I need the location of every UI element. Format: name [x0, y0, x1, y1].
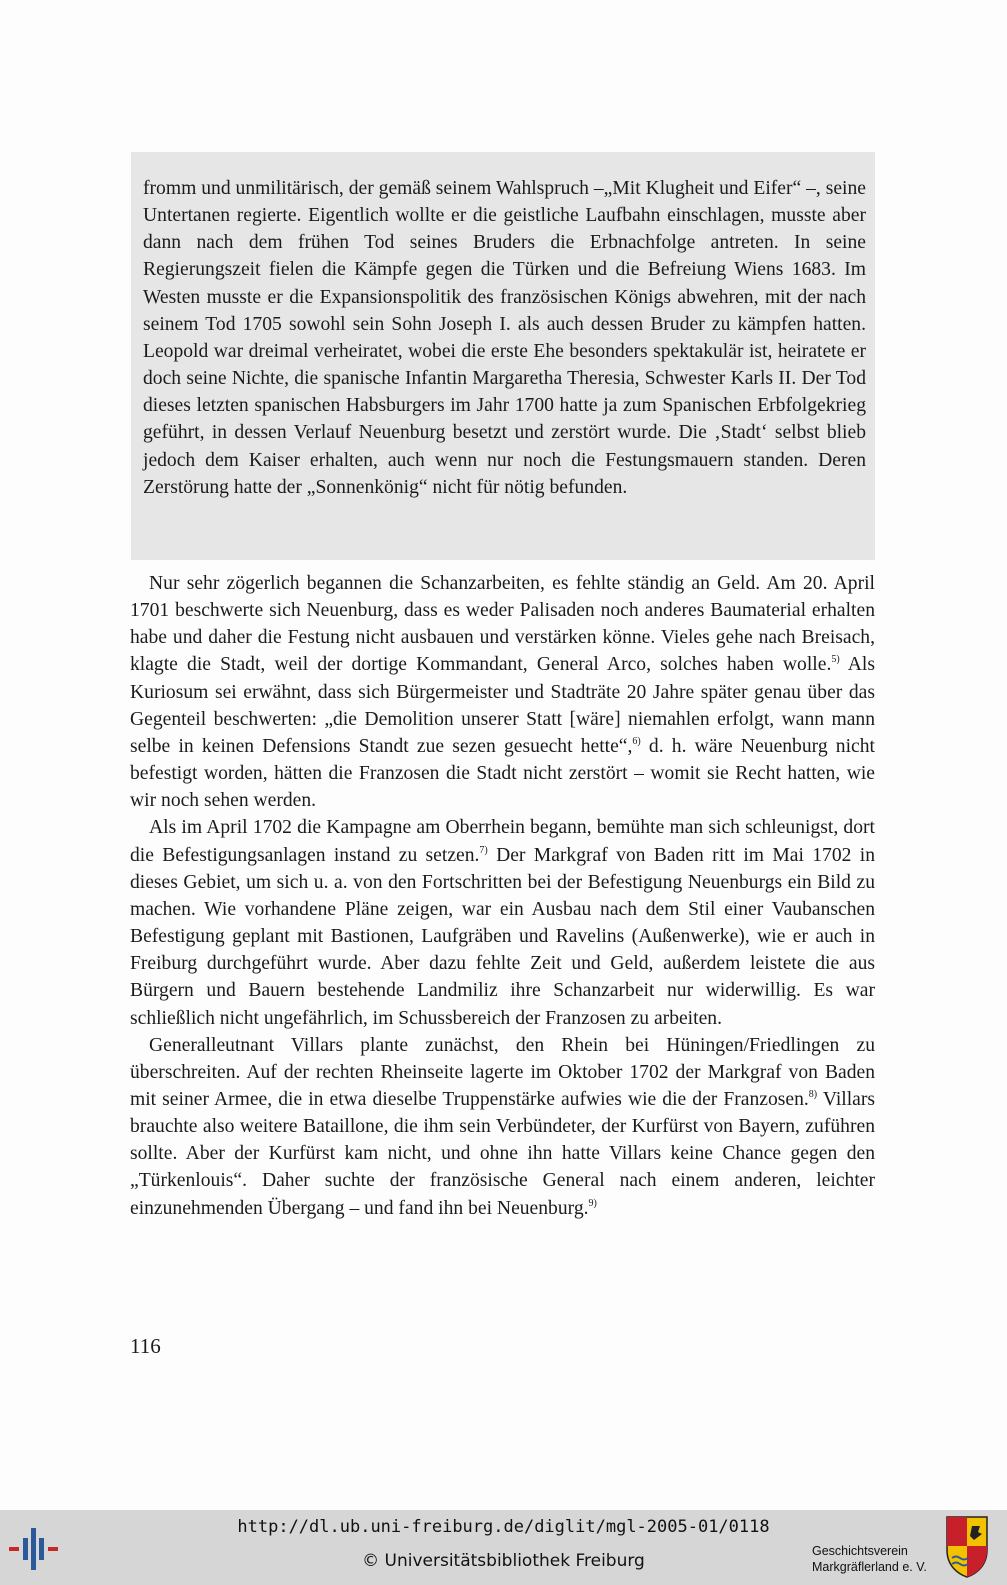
- society-line-1: Geschichtsverein: [812, 1544, 908, 1558]
- society-line-2: Markgräflerland e. V.: [812, 1560, 927, 1574]
- paragraph-3: Generalleutnant Villars plante zunächst, den Rhein bei Hüningen/Friedlingen zu überschreiten. Auf der rechten Rheinseite lagerte im Oktober 1702 der Markgraf von Baden mit seiner Armee, die in etwa dieselbe Truppenstärke aufwies wie die der Franzosen.$^{8)}$ Villars brauchte also weitere Bataillone, die ihm sein Verbündeter, der Kurfürst von Bayern, zuführen sollte. Aber der Kurfürst kam nicht, und ohne ihn hatte Villars keine Chance gegen den „Türkenlouis“. Daher suchte der französische General nach einem anderen, leichter einzunehmenden Übergang – und fand ihn bei Neuenburg.$^{9)}$: [130, 1034, 875, 1219]
- footnote-ref: 6): [632, 735, 641, 747]
- footer-bar: [0, 1510, 1007, 1585]
- footer-url-link[interactable]: http://dl.ub.uni-freiburg.de/diglit/mgl-2005-01/0118: [237, 1517, 770, 1537]
- main-text: [130, 570, 875, 1222]
- paragraph-1: Nur sehr zögerlich begannen die Schanzarbeiten, es fehlte ständig an Geld. Am 20. April 1701 beschwerte sich Neuenburg, dass es weder Palisaden noch anderes Baumaterial erhalten habe und daher die Festung nicht ausbauen und verstärken könne. Vieles gehe nach Breisach, klagte die Stadt, weil der dortige Kommandant, General Arco, solches haben wolle.$^{5)}$ Als Kuriosum sei erwähnt, dass sich Bürgermeister und Stadträte 20 Jahre später genau über das Gegenteil beschwerten: „die Demolition unserer Statt [wäre] niemahlen erfolgt, wann mann selbe in keinen Defensions Standt zue sezen gesuecht hette“,$^{6)}$ d. h. wäre Neuenburg nicht befestigt worden, hätten die Franzosen die Stadt nicht zerstört – womit sie Recht hatten, wie wir noch sehen werden.: [130, 573, 875, 812]
- page-number: 116: [130, 1334, 161, 1358]
- coat-of-arms-icon: [946, 1516, 988, 1578]
- footnote-ref: 7): [479, 844, 488, 856]
- footer-copyright: © Universitätsbibliothek Freiburg: [362, 1551, 645, 1571]
- society-name: [812, 1543, 927, 1575]
- paragraph-2: Als im April 1702 die Kampagne am Oberrhein begann, bemühte man sich schleunigst, dort die Befestigungsanlagen instand zu setzen.$^{7)}$ Der Markgraf von Baden ritt im Mai 1702 in dieses Gebiet, um sich u. a. von den Fortschritten bei der Befestigung Neuenburgs ein Bild zu machen. Wie vorhandene Pläne zeigen, war ein Ausbau nach dem Stil einer Vaubanschen Befestigung geplant mit Bastionen, Laufgräben und Ravelins (Außenwerke), wie er auch in Freiburg durchgeführt wurde. Aber dazu fehlte Zeit und Geld, außerdem leistete die aus Bürgern und Bauern bestehende Landmiliz ihre Schanzarbeit nur widerwillig. Es war schließlich nicht ungefährlich, im Schussbereich der Franzosen zu arbeiten.: [130, 817, 876, 1029]
- footnote-ref: 5): [831, 654, 840, 666]
- info-box-text: [143, 175, 866, 501]
- footnote-ref: 9): [588, 1197, 597, 1209]
- info-box-paragraph: fromm und unmilitärisch, der gemäß seinem Wahlspruch –„Mit Klugheit und Eifer“ –, seine Untertanen regierte. Eigentlich wollte er die geistliche Laufbahn einschlagen, musste aber dann nach dem frühen Tod seines Bruders die Erbnachfolge antreten. In seine Regierungszeit fielen die Kämpfe gegen die Türken und die Befreiung Wiens 1683. Im Westen musste er die Expansionspolitik des französischen Königs abwehren, mit der nach seinem Tod 1705 sowohl sein Sohn Joseph I. als auch dessen Bruder zu kämpfen hatten. Leopold war dreimal verheiratet, wobei die erste Ehe besonders spektakulär ist, heiratete er doch seine Nichte, die spanische Infantin Margaretha Theresia, Schwester Karls II. Der Tod dieses letzten spanischen Habsburgers im Jahr 1700 hatte ja zum Spanischen Erbfolgekrieg geführt, in dessen Verlauf Neuenburg besetzt und zerstört wurde. Die ‚Stadt‘ selbst blieb jedoch dem Kaiser erhalten, auch wenn nur noch die Festungsmauern standen. Deren Zerstörung hatte der „Sonnenkönig“ nicht für nötig befunden.: [143, 178, 866, 498]
- footnote-ref: 8): [808, 1088, 818, 1100]
